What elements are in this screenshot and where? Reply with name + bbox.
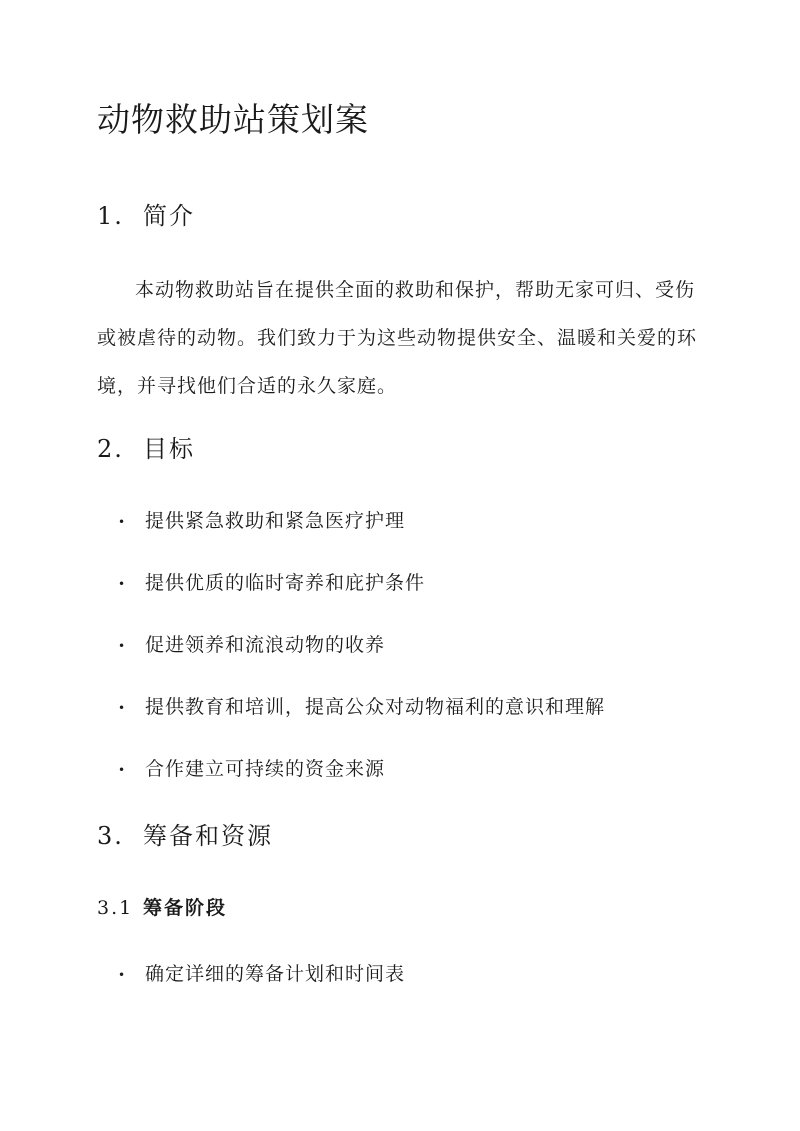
list-item-text: 促进领养和流浪动物的收养 xyxy=(145,634,386,656)
subsection-title: 筹备阶段 xyxy=(143,897,228,919)
bullet-icon: • xyxy=(118,701,127,715)
list-item xyxy=(118,959,405,986)
section-number: 1. xyxy=(97,202,124,230)
list-item-text: 合作建立可持续的资金来源 xyxy=(145,758,386,780)
section-title: 简介 xyxy=(143,202,195,230)
bullet-icon: • xyxy=(118,968,127,982)
section-heading-goals xyxy=(97,429,195,464)
subsection-heading-preparation-phase xyxy=(97,893,227,920)
list-item xyxy=(118,568,425,595)
list-item-text: 提供教育和培训，提高公众对动物福利的意识和理解 xyxy=(145,696,606,718)
list-item xyxy=(118,754,385,781)
list-item xyxy=(118,506,405,533)
list-item xyxy=(118,692,605,719)
section-title: 目标 xyxy=(143,435,195,463)
list-item-text: 提供紧急救助和紧急医疗护理 xyxy=(145,510,406,532)
section-number: 3. xyxy=(97,822,124,850)
section-heading-intro xyxy=(97,196,195,231)
bullet-icon: • xyxy=(118,515,127,529)
document-title: 动物救助站策划案 xyxy=(97,100,369,139)
subsection-number: 3.1 xyxy=(97,897,134,919)
section-heading-preparation xyxy=(97,816,273,851)
bullet-icon: • xyxy=(118,577,127,591)
list-item-text: 确定详细的筹备计划和时间表 xyxy=(145,963,406,985)
bullet-icon: • xyxy=(118,763,127,777)
section-title: 筹备和资源 xyxy=(143,822,273,850)
list-item-text: 提供优质的临时寄养和庇护条件 xyxy=(145,572,426,594)
intro-paragraph: 本动物救助站旨在提供全面的救助和保护，帮助无家可归、受伤或被虐待的动物。我们致力于为这些动物提供安全、温暖和关爱的环境，并寻找他们合适的永久家庭。 xyxy=(97,279,698,397)
section-number: 2. xyxy=(97,435,124,463)
list-item xyxy=(118,630,385,657)
bullet-icon: • xyxy=(118,639,127,653)
